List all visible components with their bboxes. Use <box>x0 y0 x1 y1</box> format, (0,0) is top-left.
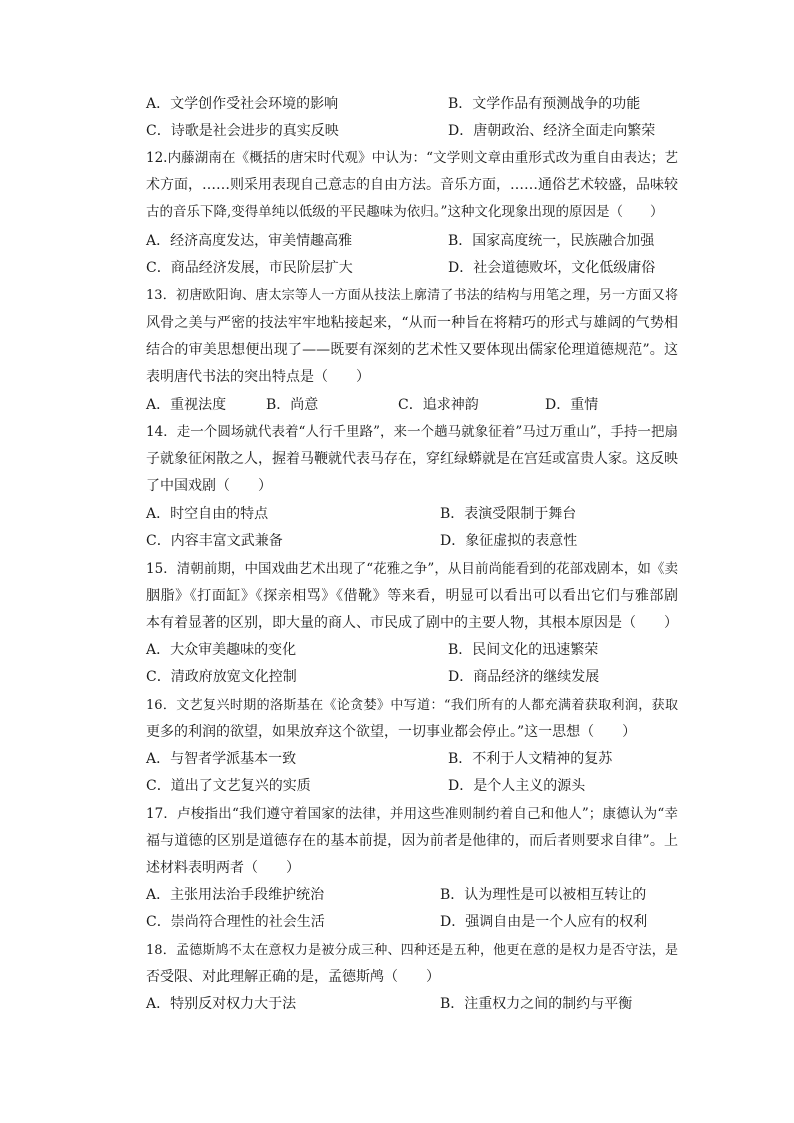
q11-option-c: C．诗歌是社会进步的真实反映 <box>146 123 339 139</box>
q15-option-b: B．民间文化的迅速繁荣 <box>448 642 599 658</box>
q18-stem-line: 否受限、对此理解正确的是，孟德斯鸬（ ） <box>146 969 440 985</box>
q16-option-a: A．与智者学派基本一致 <box>146 751 297 767</box>
q17-stem-line: 17．卢梭指出“我们遵守着国家的法律，并用这些准则制约着自己和他人”；康德认为“幸 <box>146 806 678 822</box>
q17-option-d: D．强调自由是一个人应有的权利 <box>440 914 648 930</box>
q15-option-c: C．清政府放宽文化控制 <box>146 669 297 685</box>
q15-stem-line: 胭脂》《打面缸》《探亲相骂》《借靴》等来看，明显可以看出可以看出它们与雅部剧 <box>146 588 678 604</box>
q14-option-a: A．时空自由的特点 <box>146 506 269 522</box>
q14-option-d: D．象征虚拟的表意性 <box>440 533 578 549</box>
q17-option-b: B．认为理性是可以被相互转让的 <box>440 887 647 903</box>
q14-option-c: C．内容丰富文武兼备 <box>146 533 283 549</box>
q17-stem-line: 述材料表明两者（ ） <box>146 860 300 876</box>
q14-stem-line: 子就象征闲散之人，握着马鞭就代表马存在，穿红绿蟒就是在宫廷或富贵人家。这反映 <box>146 451 678 467</box>
q12-stem-line: 术方面，……则采用表现自己意志的自由方法。音乐方面，……通俗艺术较盛，品味较 <box>146 177 678 193</box>
q11-option-d: D．唐朝政治、经济全面走向繁荣 <box>448 123 656 139</box>
q13-stem-line: 表明唐代书法的突出特点是（ ） <box>146 369 370 385</box>
q18-option-b: B．注重权力之间的制约与平衡 <box>440 996 633 1012</box>
q11-option-b: B．文学作品有预测战争的功能 <box>448 96 641 112</box>
q13-stem-line: 结合的审美思想便出现了——既要有深刻的艺术性又要体现出儒家伦理道德规范”。这 <box>146 342 678 358</box>
q14-stem-line: 14．走一个圆场就代表着“人行千里路”，来一个趟马就象征着”马过万重山”，手持一把扇 <box>146 424 678 440</box>
q12-stem-line: 古的音乐下降,变得单纯以低级的平民趣味为依归。”这种文化现象出现的原因是（ ） <box>146 204 664 220</box>
q16-stem-line: 更多的利润的欲望，如果放弃这个欲望，一切事业都会停止。”这一思想（ ） <box>146 724 637 740</box>
q13-option-a: A．重视法度 <box>146 397 227 413</box>
q15-option-d: D．商品经济的继续发展 <box>448 669 600 685</box>
q17-stem-line: 福与道德的区别是道德存在的基本前提，因为前者是他律的，而后者则要求自律”。上 <box>146 833 678 849</box>
q17-option-a: A．主张用法治手段维护统治 <box>146 887 325 903</box>
q11-option-a: A．文学创作受社会环境的影响 <box>146 96 339 112</box>
q15-stem-line: 15．清朝前期，中国戏曲艺术出现了“花雅之争”，从目前尚能看到的花部戏剧本，如《卖 <box>146 561 678 577</box>
q16-option-b: B．不利于人文精神的复苏 <box>448 751 613 767</box>
q12-stem-line: 12.内藤湖南在《概括的唐宋时代观》中认为：“文学则文章由重形式改为重自由表达；艺 <box>146 150 678 166</box>
q14-stem-line: 了中国戏剧（ ） <box>146 478 272 494</box>
q12-option-d: D．社会道德败坏，文化低级庸俗 <box>448 260 656 276</box>
q13-option-b: B．尚意 <box>266 397 319 413</box>
q13-option-d: D．重情 <box>545 397 599 413</box>
q15-option-a: A．大众审美趣味的变化 <box>146 642 297 658</box>
q13-option-c: C．追求神韵 <box>398 397 479 413</box>
q15-stem-line: 本有着显著的区别，即大量的商人、市民成了剧中的主要人物，其根本原因是（ ） <box>146 615 678 631</box>
q18-stem-line: 18．孟德斯鸠不太在意权力是被分成三种、四种还是五种，他更在意的是权力是否守法，是 <box>146 943 678 958</box>
q16-option-c: C．道出了文艺复兴的实质 <box>146 778 311 794</box>
q12-option-b: B．国家高度统一，民族融合加强 <box>448 233 655 249</box>
q13-stem-line: 风骨之美与严密的技法牢牢地粘接起来，“从而一种旨在将精巧的形式与雄阔的气势相 <box>146 315 678 331</box>
q13-stem-line: 13．初唐欧阳询、唐太宗等人一方面从技法上廓清了书法的结构与用笔之理，另一方面又将 <box>146 288 678 303</box>
q16-stem-line: 16．文艺复兴时期的洛斯基在《论贪婪》中写道：“我们所有的人都充满着获取利润，获取 <box>146 698 678 713</box>
q17-option-c: C．崇尚符合理性的社会生活 <box>146 914 325 930</box>
q12-option-a: A．经济高度发达，审美情趣高雅 <box>146 233 353 249</box>
q12-option-c: C．商品经济发展，市民阶层扩大 <box>146 260 353 276</box>
q18-option-a: A．特别反对权力大于法 <box>146 996 297 1012</box>
q14-option-b: B．表演受限制于舞台 <box>440 506 577 522</box>
q16-option-d: D．是个人主义的源头 <box>448 778 586 794</box>
